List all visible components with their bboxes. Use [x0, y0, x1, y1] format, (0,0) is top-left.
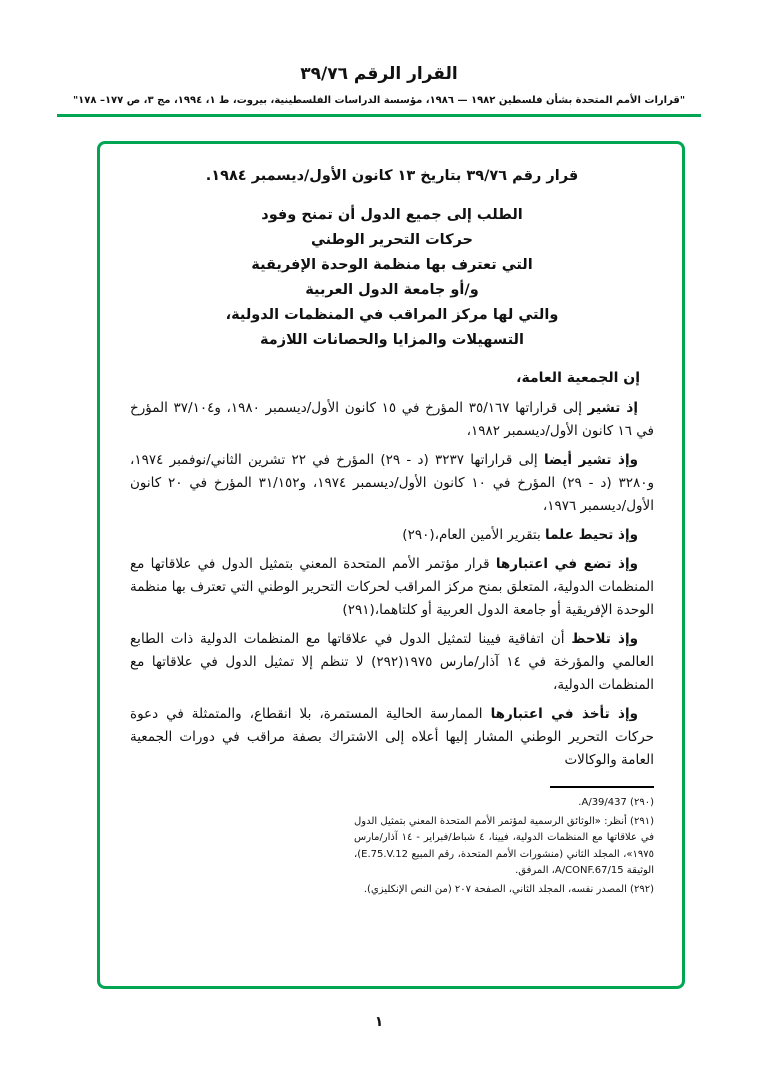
body-paragraph [130, 449, 654, 518]
footnote: (٢٩٠) A/39/437. [578, 797, 654, 808]
page-number: ١ [374, 1014, 384, 1030]
body-paragraph [130, 703, 654, 772]
body-paragraph [130, 524, 654, 547]
subtitle-line: و/أو جامعة الدول العربية [305, 282, 479, 298]
paragraph-lead: وإذ تضع في اعتبارها [495, 556, 638, 572]
header-divider [57, 114, 701, 117]
page-title: القرار الرقم ٣٩/٧٦ [300, 64, 458, 84]
resolution-heading: قرار رقم ٣٩/٧٦ بتاريخ ١٣ كانون الأول/ديسمبر ١٩٨٤. [205, 168, 579, 184]
document-header [0, 0, 758, 117]
subtitle-line: التي تعترف بها منظمة الوحدة الإفريقية [251, 257, 533, 273]
footnotes-section [354, 786, 654, 898]
subtitle-line: التسهيلات والمزايا والحصانات اللازمة [260, 332, 524, 348]
paragraph-text: قرار مؤتمر الأمم المتحدة المعني بتمثيل الدول في علاقاتها مع المنظمات الدولية، المتعلق بمنح مركز المراقب لحركات التحرير الوطني التي تعترف بها منظمة الوحدة الإفريقية أو جامعة الدول العربية أو كلتاهما،(٢٩١) [130, 556, 654, 618]
source-citation: "قرارات الأمم المتحدة بشأن فلسطين ١٩٨٢ — ١٩٨٦، مؤسسة الدراسات الفلسطينية، بيروت، ط ١، ١٩٩٤، مج ٣، ص ١٧٧– ١٧٨" [72, 95, 686, 106]
paragraph-text: بتقرير الأمين العام،(٢٩٠) [402, 527, 541, 543]
paragraph-lead: وإذ تحيط علما [545, 527, 638, 543]
subtitle-line: والتي لها مركز المراقب في المنظمات الدولية، [225, 307, 559, 323]
footnote: (٢٩١) أنظر: «الوثائق الرسمية لمؤتمر الأمم المتحدة المعني بتمثيل الدول في علاقاتها مع المنظمات الدولية، فيينا، ٤ شباط/فبراير - ١٤ آذار/مارس ١٩٧٥»، المجلد الثاني (منشورات الأمم المتحدة، رقم المبيع E.75.V.12)، الوثيقة A/CONF.67/15، المرفق. [354, 815, 654, 876]
paragraph-text: الممارسة الحالية المستمرة، بلا انقطاع، والمتمثلة في دعوة حركات التحرير الوطني المشار إليها أعلاه إلى الاشتراك بصفة مراقب في دورات الجمعية العامة والوكالات [130, 706, 654, 768]
paragraph-lead: وإذ تأخذ في اعتبارها [490, 706, 638, 722]
subtitle-line: حركات التحرير الوطني [310, 232, 474, 248]
body-paragraph [130, 397, 654, 443]
body-paragraph [130, 553, 654, 622]
footnote-divider [550, 786, 654, 788]
paragraph-text: أن اتفاقية فيينا لتمثيل الدول في علاقاتها مع المنظمات الدولية ذات الطابع العالمي والمؤرخة في ١٤ آذار/مارس ١٩٧٥(٢٩٢) لا تنظم إلا تمثيل الدول في علاقاتها مع المنظمات الدولية، [130, 631, 654, 693]
paragraph-text: إلى قراراتها ٣٢٣٧ (د - ٢٩) المؤرخ في ٢٢ تشرين الثاني/نوفمبر ١٩٧٤، و٣٢٨٠ (د - ٢٩) المؤرخ في ١٠ كانون الأول/ديسمبر ١٩٧٤، و٣١/١٥٢ المؤرخ في ٢٠ كانون الأول/ديسمبر ١٩٧٦، [130, 452, 654, 514]
subtitle-line: الطلب إلى جميع الدول أن تمنح وفود [261, 207, 523, 223]
footnote: (٢٩٢) المصدر نفسه، المجلد الثاني، الصفحة ٢٠٧ (من النص الإنكليزي). [363, 883, 654, 895]
resolution-box [97, 141, 685, 989]
paragraph-lead: وإذ تلاحظ [571, 631, 638, 647]
paragraph-lead: وإذ تشير أيضا [543, 452, 638, 468]
paragraph-lead: إذ تشير [587, 400, 638, 416]
resolution-opening: إن الجمعية العامة، [516, 370, 640, 386]
paragraph-text: إلى قراراتها ٣٥/١٦٧ المؤرخ في ١٥ كانون الأول/ديسمبر ١٩٨٠، و٣٧/١٠٤ المؤرخ في ١٦ كانون الأول/ديسمبر ١٩٨٢، [130, 400, 654, 439]
resolution-subtitle [130, 203, 654, 353]
body-paragraph [130, 628, 654, 697]
